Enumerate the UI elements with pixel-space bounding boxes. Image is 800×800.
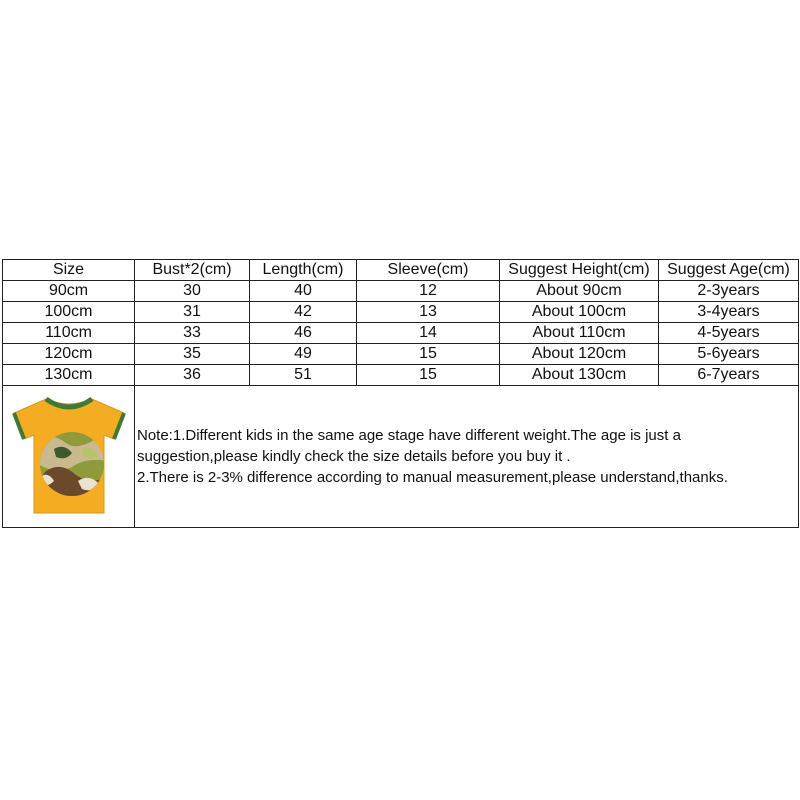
- cell-sleeve: 13: [357, 302, 500, 323]
- cell-bust: 33: [135, 323, 250, 344]
- note-line-2: suggestion,please kindly check the size details before you buy it .: [137, 448, 571, 465]
- cell-bust: 31: [135, 302, 250, 323]
- cell-height: About 120cm: [500, 344, 659, 365]
- header-row: [3, 260, 799, 281]
- header-bust: Bust*2(cm): [135, 260, 250, 281]
- header-length: Length(cm): [250, 260, 357, 281]
- cell-age: 2-3years: [659, 281, 799, 302]
- cell-length: 51: [250, 365, 357, 386]
- cell-age: 5-6years: [659, 344, 799, 365]
- table-row: [3, 323, 799, 344]
- size-chart-table: [2, 259, 799, 528]
- cell-age: 4-5years: [659, 323, 799, 344]
- note-line-3: 2.There is 2-3% difference according to manual measurement,please understand,thanks.: [137, 469, 728, 486]
- cell-length: 42: [250, 302, 357, 323]
- header-height: Suggest Height(cm): [500, 260, 659, 281]
- product-image-cell: [3, 386, 135, 528]
- table-row: [3, 281, 799, 302]
- cell-size: 90cm: [3, 281, 135, 302]
- cell-length: 46: [250, 323, 357, 344]
- cell-sleeve: 12: [357, 281, 500, 302]
- camo-tshirt-icon: [6, 391, 132, 517]
- header-size: Size: [3, 260, 135, 281]
- cell-sleeve: 15: [357, 344, 500, 365]
- header-age: Suggest Age(cm): [659, 260, 799, 281]
- cell-height: About 90cm: [500, 281, 659, 302]
- note-cell: [135, 386, 799, 528]
- cell-age: 6-7years: [659, 365, 799, 386]
- shirt-collar: [46, 399, 92, 407]
- cell-height: About 100cm: [500, 302, 659, 323]
- cell-height: About 130cm: [500, 365, 659, 386]
- cell-bust: 35: [135, 344, 250, 365]
- cell-size: 110cm: [3, 323, 135, 344]
- cell-size: 120cm: [3, 344, 135, 365]
- cell-size: 130cm: [3, 365, 135, 386]
- table-row: [3, 365, 799, 386]
- header-sleeve: Sleeve(cm): [357, 260, 500, 281]
- table-row: [3, 344, 799, 365]
- table-row: [3, 302, 799, 323]
- cell-length: 40: [250, 281, 357, 302]
- cell-age: 3-4years: [659, 302, 799, 323]
- cell-length: 49: [250, 344, 357, 365]
- note-row: [3, 386, 799, 528]
- cell-height: About 110cm: [500, 323, 659, 344]
- cell-bust: 30: [135, 281, 250, 302]
- note-line-1: Note:1.Different kids in the same age stage have different weight.The age is just a: [137, 427, 681, 444]
- cell-size: 100cm: [3, 302, 135, 323]
- cell-bust: 36: [135, 365, 250, 386]
- cell-sleeve: 15: [357, 365, 500, 386]
- cell-sleeve: 14: [357, 323, 500, 344]
